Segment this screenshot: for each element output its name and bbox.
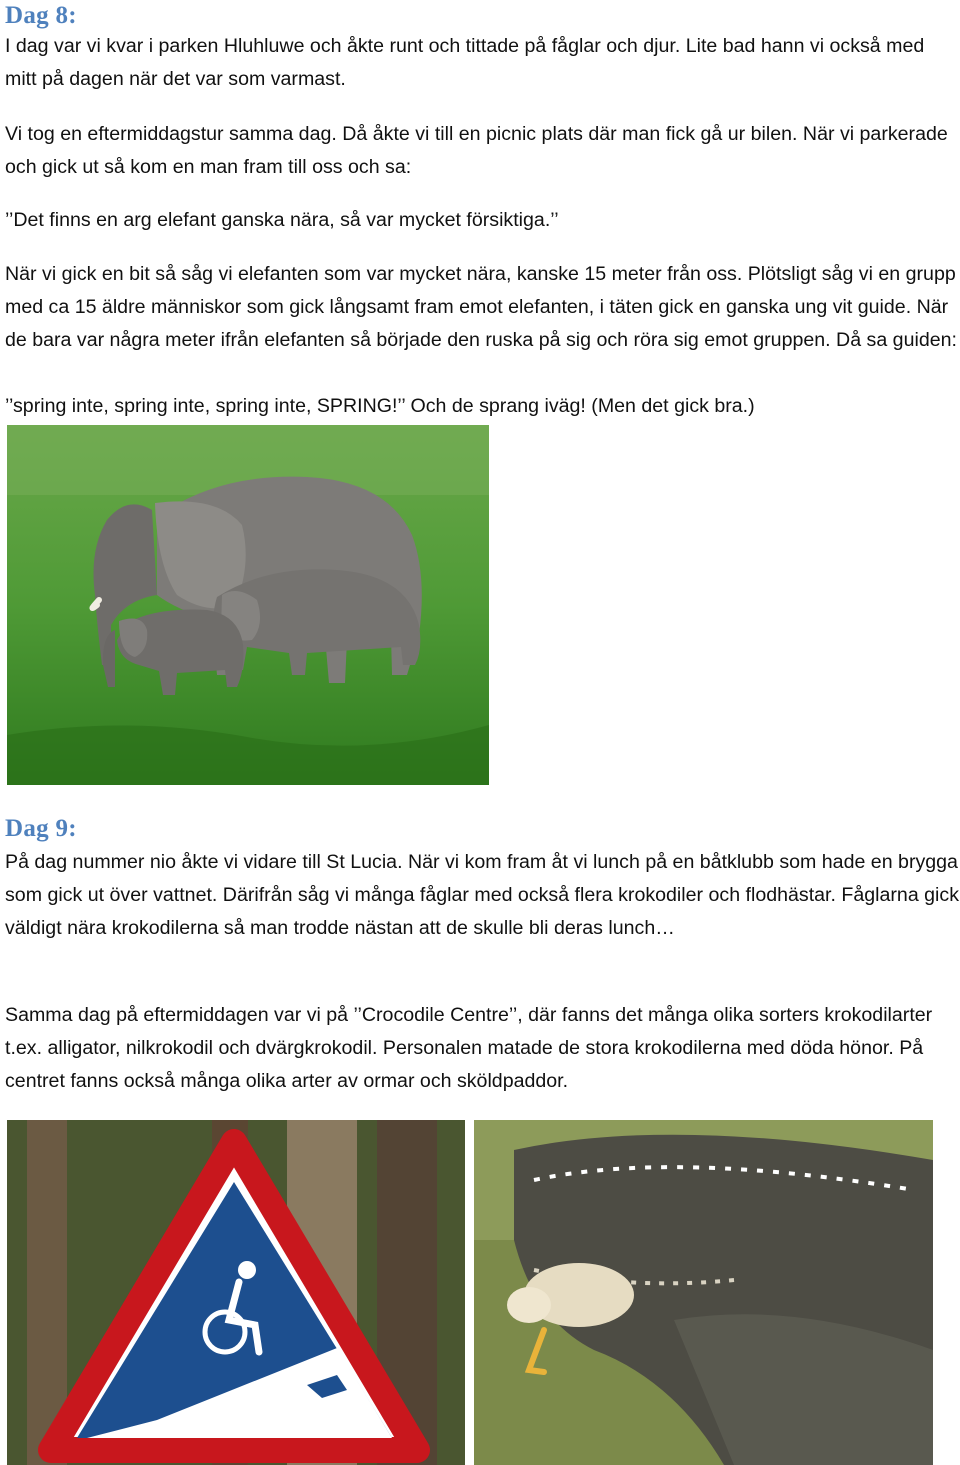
- day8-heading: Dag 8:: [5, 2, 77, 29]
- elephant-photo: [7, 425, 489, 785]
- crocodile-photo: [474, 1120, 933, 1465]
- warning-sign-photo: [7, 1120, 465, 1465]
- day8-quote: ’’Det finns en arg elefant ganska nära, så var mycket försiktiga.’’: [5, 209, 559, 231]
- day9-paragraph-2: Samma dag på eftermiddagen var vi på ’’Crocodile Centre’’, där fanns det många olika sorters krokodilarter t.ex. alligator, nilkrokodil och dvärgkrokodil. Personalen matade de stora krokodilerna med döda hönor. På centret fanns också många olika arter av ormar och sköldpaddor.: [5, 1004, 933, 1092]
- day9-heading: Dag 9:: [5, 815, 77, 842]
- day8-paragraph-2: Vi tog en eftermiddagstur samma dag. Då åkte vi till en picnic plats där man fick gå ur bilen. När vi parkerade och gick ut så kom en man fram till oss och sa:: [5, 123, 948, 178]
- day8-paragraph-4: ’’spring inte, spring inte, spring inte, SPRING!’’ Och de sprang iväg! (Men det gick bra.): [5, 395, 755, 417]
- day8-paragraph-1: I dag var vi kvar i parken Hluhluwe och åkte runt och tittade på fåglar och djur. Lite bad hann vi också med mitt på dagen när det var som varmast.: [5, 35, 925, 90]
- day8-paragraph-3: När vi gick en bit så såg vi elefanten som var mycket nära, kanske 15 meter från oss. Plötsligt såg vi en grupp med ca 15 äldre människor som gick långsamt fram emot elefanten, i täten gick en ganska ung vit guide. När de bara var några meter ifrån elefanten så började den ruska på sig och röra sig emot gruppen. Då sa guiden:: [5, 263, 957, 351]
- day9-paragraph-1: På dag nummer nio åkte vi vidare till St Lucia. När vi kom fram åt vi lunch på en båtklubb som hade en brygga som gick ut över vattnet. Därifrån såg vi många fåglar med också flera krokodiler och flodhästar. Fåglarna gick väldigt nära krokodilerna så man trodde nästan att de skulle bli deras lunch…: [5, 851, 960, 939]
